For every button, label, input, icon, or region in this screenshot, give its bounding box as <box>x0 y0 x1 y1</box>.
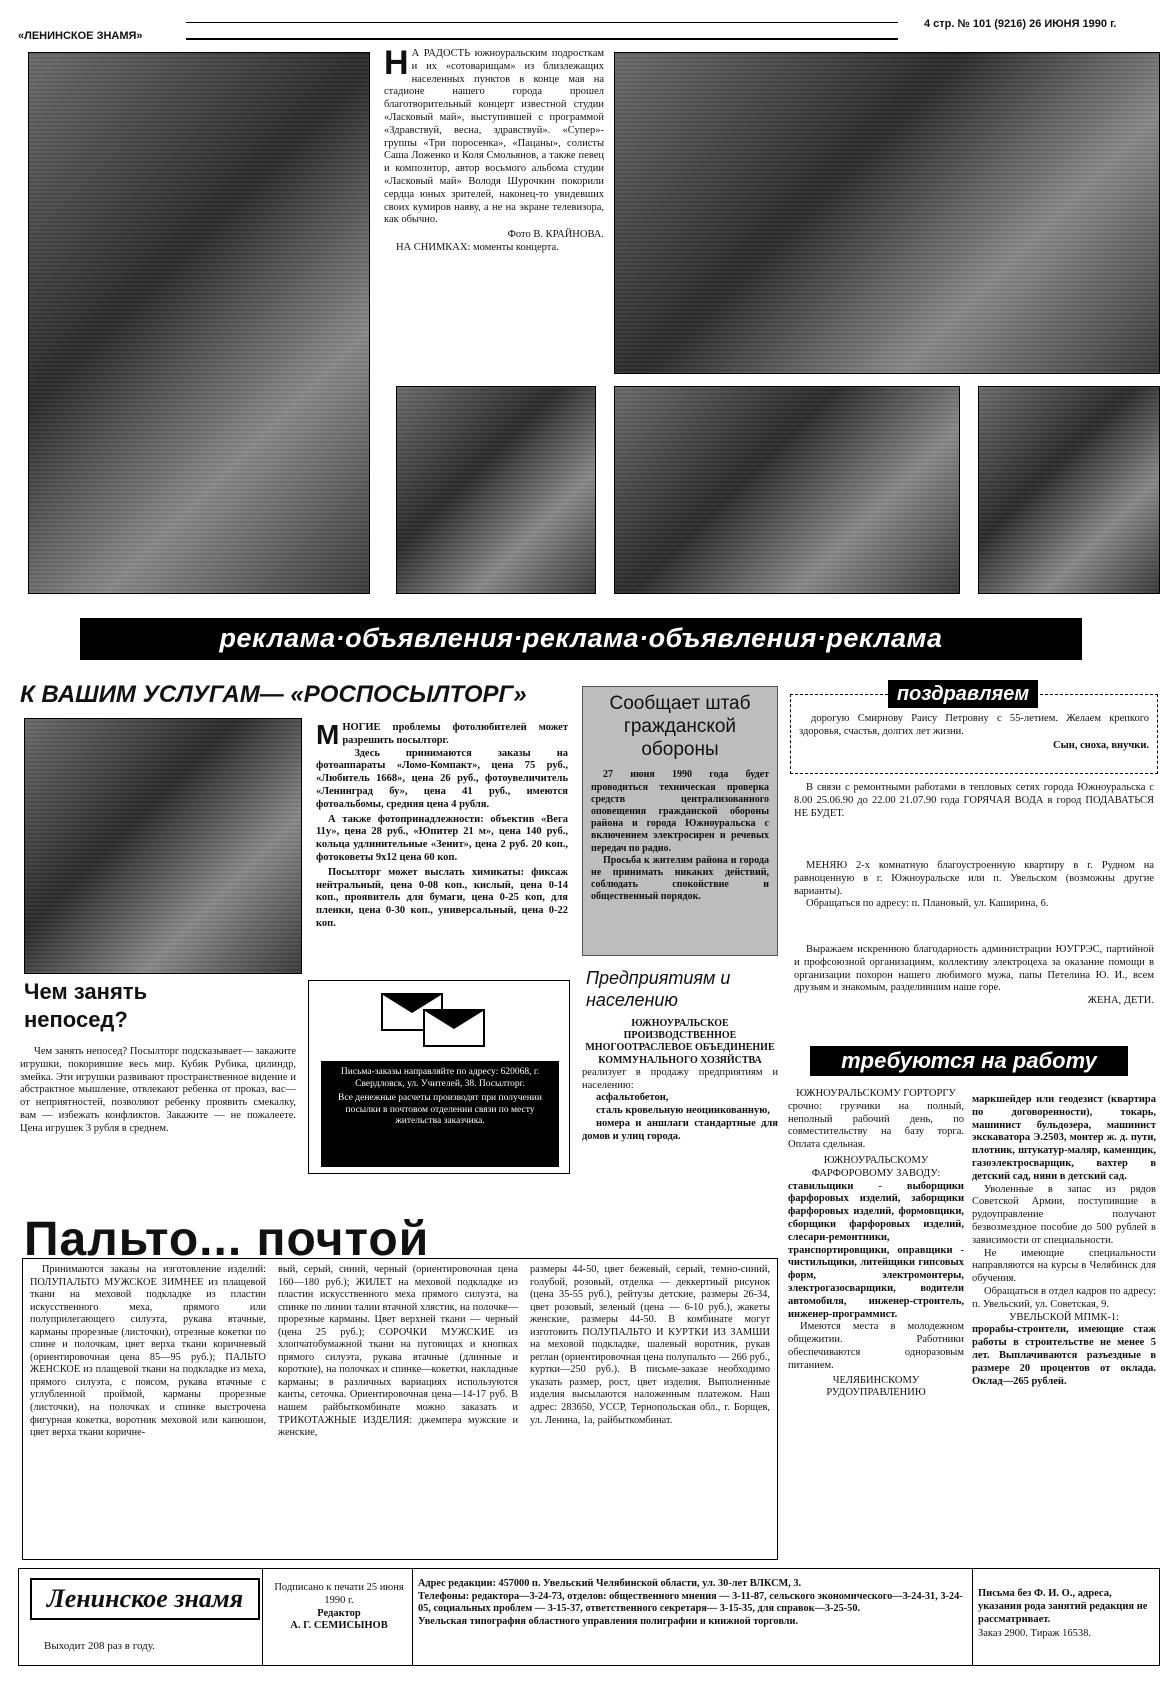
civil-defense-text-2: Просьба к жителям района и города не принимать никаких действий, соблюдать спокойствие и общественный порядок. <box>591 854 769 903</box>
thanks-notice <box>794 944 1154 1008</box>
neposed-text: Чем занять непосед? Посылторг подсказывает— закажите игрушки, покорившие весь мир. Кубик Рубика, цилиндр, змейка. Эти игрушки развивают пространственное видение и абстрактное мышление, отвлекают ребенка от проказ, вас—от неприятностей, позволяют ребенку проявить смекалку, вам — избежать конфликтов. Закажите — не пожалеете. Цена игрушек 3 рубля в среднем. <box>20 1046 296 1134</box>
footer-editor: А. Г. СЕМИСЫНОВ <box>290 1620 388 1632</box>
concert-dropcap: Н <box>384 44 409 82</box>
footer-signed: Подписано к печати 25 июня 1990 г. <box>274 1582 404 1606</box>
enterprises-body <box>582 1018 778 1144</box>
jobs-col-right <box>972 1094 1156 1388</box>
jobs-farfor-text: ставильщики - выборщики фарфоровых изделий, заборщики фарфоровых изделий, формовщики, сборщики фарфоровых изделий, слесари-ремонтники, транспортировщики, оправщики - чистильщики, литейщики гипсовых форм, электромонтеры, электрогазосварщики, водители автомобиля, инженер-строитель, инженер-программист. <box>788 1180 964 1320</box>
footer-note: Письма без Ф. И. О., адреса, указания рода занятий редакция не рассматривает. <box>978 1588 1148 1625</box>
photographer-photo <box>24 718 302 974</box>
footer-contacts <box>418 1578 966 1628</box>
footer-signed-block <box>270 1582 408 1633</box>
enterprises-item: номера и аншлаги стандартные для домов и улиц города. <box>582 1117 778 1142</box>
exchange-text: МЕНЯЮ 2-х комнатную благоустроенную квартиру в г. Рудном на равноценную в г. Южноуральске или п. Увельском (возможны другие варианты). <box>794 860 1154 897</box>
footer-address: Адрес редакции: 457000 п. Увельский Челябинской области, ул. 30-лет ВЛКСМ, 3. <box>418 1578 802 1589</box>
letters-box <box>308 980 570 1174</box>
enterprises-item: асфальтобетон, <box>596 1092 669 1104</box>
footer-divider-3 <box>972 1568 973 1666</box>
ads-banner: реклама·объявления·реклама·объявления·реклама <box>80 618 1082 660</box>
concert-text: А РАДОСТЬ южноуральским подросткам и их «сотоварищам» из близлежащих населенных пунктов в конце мая на стадионе нашего города прошел благотворительный концерт известной студии «Ласковый май», выступившей с программой «Здравствуй, весна, здравствуй». «Супер»-группы «Три поросенка», «Пацаны», солисты Саша Ложенко и Коля Смольянов, а также певец и композитор, автор восьмого альбома студии «Ласковый май» Володя Шурочкин покорили сердца юных зрителей, наконец-то увидевших своих кумиров наяву, а не на экране телевизора, как обычно. <box>384 48 604 226</box>
palto-col-3: размеры 44-50, цвет бежевый, серый, темно-синий, голубой, розовый, отделка — деккертный рисунок (цена 35-55 руб.), рейтузы детские, размеры 26-34, цвет розовый, зеленый (цена — 6-10 руб.), жакеты женские, размеры 44-50. В комбинате могут изготовить ПОЛУПАЛЬТО И КУРТКИ ИЗ ЗАМШИ на меховой подкладке, шалевый воротник, рукав реглан (ориентировочная цена полупальто — 266 руб., куртки—250 руб.). В письме-заказе необходимо указать размер, рост, цвет изделия. Выполненные изделия высылаются наложенным платежом. Наш адрес: 283650, УССР, Тернопольская обл., г. Борщев, ул. Ленина, 1а, райбыткомбинат. <box>530 1264 770 1426</box>
footer-phones: Телефоны: редактора—3-24-73, отделов: общественного мнения — 3-11-87, сельского экономического—3-24-31, 3-24-05, социальных проблем — 3-15-37, ответственного секретаря— 3-15-35, для справок—3-25-50. <box>418 1590 963 1615</box>
singer-hat-photo <box>978 386 1160 594</box>
jobs-ruda-addr: Обращаться в отдел кадров по адресу: п. Увельский, ул. Советская, 9. <box>972 1285 1156 1310</box>
jobs-farfor: ЮЖНОУРАЛЬСКОМУ ФАРФОРОВОМУ ЗАВОДУ: <box>811 1154 941 1179</box>
jobs-col-left <box>788 1088 964 1400</box>
enterprises-title: Предприятиям и населению <box>586 968 731 1010</box>
posyltorg-article <box>316 719 568 933</box>
letters-dark-box <box>321 1061 559 1167</box>
civil-defense-title: Сообщает штаб гражданской обороны <box>609 693 751 760</box>
jobs-farfor-note: Имеются места в молодежном общежитии. Работники обеспечиваются одноразовым питанием. <box>788 1321 964 1371</box>
jobs-ruda-text: маркшейдер или геодезист (квартира по договоренности), токарь, машинист бульдозера, машинист экскаватора Э.2503, монтер ж. д. пути, плотник, штукатур-маляр, каменщик, газоэлектросварщик, вахтер в детский сад, няни в детский сад. <box>972 1094 1156 1182</box>
letters-text-2: Все денежные расчеты производят при получении посылки в почтовом отделении связи по месту жительства заказчика. <box>338 1093 542 1127</box>
footer-printing: Увельская типография областного управления полиграфии и книжной торговли. <box>418 1615 799 1627</box>
posyltorg-p1: НОГИЕ проблемы фотолюбителей может разрешить посылторг. <box>342 722 568 746</box>
civil-defense-text: 27 июня 1990 года будет проводиться техническая проверка средств централизованного оповещения гражданской обороны района и города Южноуральска с включением электросирен и речевых передач по радио. <box>591 769 769 854</box>
jobs-ruda-note-2: Не имеющие специальности направляются на курсы в Челябинск для обучения. <box>972 1247 1156 1285</box>
jobs-ruda-note: Уволенные в запас из рядов Советской Армии, поступившие в рудоуправление получают безвозмездное пособие до 500 рублей в зависимости от специальности. <box>972 1183 1156 1246</box>
header-rule <box>186 38 898 40</box>
thanks-text: Выражаем искреннюю благодарность администрации ЮУГРЭС, партийной и профсоюзной организациям, коллективу электроцеха за оказание помощи в организации похорон нашего любимого мужа, папы Петелина Ю. И., всем друзьям и знакомым, разделившим наше горе. <box>794 944 1154 994</box>
concert-caption: НА СНИМКАХ: моменты концерта. <box>396 241 559 253</box>
crowd-dancing-photo <box>614 52 1160 374</box>
footer-logo: Ленинское знамя <box>30 1578 260 1620</box>
water-notice: В связи с ремонтными работами в тепловых сетях города Южноуральска с 8.00 25.06.90 до 22.00 21.07.90 года ГОРЯЧАЯ ВОДА в город ПОДАВАТЬСЯ НЕ БУДЕТ. <box>794 782 1154 819</box>
footer-note-block <box>978 1588 1154 1641</box>
enterprises-org: ЮЖНОУРАЛЬСКОЕ ПРОИЗВОДСТВЕННОЕ МНОГООТРАСЛЕВОЕ ОБЪЕДИНЕНИЕ КОММУНАЛЬНОГО ХОЗЯЙСТВА <box>585 1018 775 1066</box>
jobs-gortorg-text: срочно: грузчики на полный, неполный рабочий день, по совместительству на базу торга. Оплата сдельная. <box>788 1100 964 1151</box>
jobs-title: требуются на работу <box>810 1046 1128 1076</box>
palto-col-2: вый, серый, синий, черный (ориентировочная цена 160—180 руб.); ЖИЛЕТ на меховой подкладке из пластин искусственного меха прямого силуэта, на спинке по линии талии втачной хлястик, на полочке—прорезные карманы. Цвет верхней ткани — черный (цена 25 руб.); СОРОЧКИ МУЖСКИЕ из хлопчатобумажной ткани на пуговицах и кнопках прямого силуэта, рукава втачные (длинные и короткие), на полочках и спинке—кокетки, накладные карманы; в различных вариациях используются канты, сеточка. Ориентировочная цена—14-17 руб. В нашем райбыткомбинате можно заказать и ТРИКОТАЖНЫЕ ИЗДЕЛИЯ: джемпера мужские и женские, <box>278 1264 518 1439</box>
posyltorg-dropcap: М <box>316 719 340 750</box>
congrats-sign: Сын, сноха, внучки. <box>1052 739 1149 751</box>
band-stage-photo <box>396 386 596 594</box>
jobs-mpmk: УВЕЛЬСКОЙ МПМК-1: <box>1008 1311 1120 1323</box>
jobs-mpmk-text: прорабы-строители, имеющие стаж работы в строительстве не менее 5 лет. Выплачиваются разъездные в размере 20 процентов от оклада. Оклад—265 рублей. <box>972 1324 1156 1387</box>
jobs-gortorg: ЮЖНОУРАЛЬСКОМУ ГОРТОРГУ <box>796 1088 956 1099</box>
envelope-icon-2 <box>423 1009 485 1047</box>
letters-text: Письма-заказы направляйте по адресу: 620068, г. Свердловск, ул. Учителей, 38. Посылторг. <box>340 1067 540 1089</box>
footer-freq: Выходит 208 раз в году. <box>44 1640 155 1652</box>
posyltorg-p3: А также фотопринадлежности: объектив «Вега 11у», цена 28 руб., «Юпитер 21 м», цена 140 руб., кольца удлинительные «Зенит», цена 2 руб. 20 коп., фотоковеты 9х12 цена 60 коп. <box>316 813 568 863</box>
header-rule-top <box>186 22 898 23</box>
exchange-addr: Обращаться по адресу: п. Плановый, ул. Каширина, 6. <box>806 898 1049 910</box>
stadium-performer-photo <box>614 386 960 594</box>
neposed-title: Чем занять непосед? <box>24 979 148 1032</box>
civil-defense-box <box>582 686 778 956</box>
issue-line: 4 стр. № 101 (9216) 26 ИЮНЯ 1990 г. <box>924 18 1117 30</box>
thanks-sign: ЖЕНА, ДЕТИ. <box>1087 995 1154 1007</box>
exchange-notice <box>794 860 1154 911</box>
concert-article <box>384 44 604 255</box>
congrats-title: поздравляем <box>888 680 1038 708</box>
posyltorg-title: К ВАШИМ УСЛУГАМ— «РОСПОСЫЛТОРГ» <box>20 681 527 708</box>
masthead: «ЛЕНИНСКОЕ ЗНАМЯ» <box>18 30 143 42</box>
singer-photo <box>28 52 370 594</box>
footer-order: Заказ 2900. Тираж 16538. <box>978 1628 1091 1640</box>
congrats-text: дорогую Смирнову Раису Петровну с 55-летием. Желаем крепкого здоровья, счастья, долгих лет жизни. <box>799 713 1149 737</box>
footer-divider-2 <box>412 1568 413 1666</box>
posyltorg-p2: Здесь принимаются заказы на фотоаппараты «Ломо-Компакт», цена 75 руб., «Любитель 1668», цена 26 руб., фотоувеличитель «Ленинград бу», цена 41 руб., имеются фотоальбомы, средняя цена 4 рубля. <box>316 747 568 810</box>
enterprises-intro: реализует в продажу предприятиям и населению: <box>582 1066 778 1091</box>
footer-editor-label: Редактор <box>317 1607 361 1619</box>
footer-divider-1 <box>262 1568 263 1666</box>
posyltorg-p4: Посылторг может выслать химикаты: фиксаж нейтральный, цена 0-08 коп., кислый, цена 0-14 коп., проявитель для бумаги, цена 0-25 коп, для пленки, цена 0-30 коп., универсальный, цена 0-22 коп. <box>316 866 568 929</box>
jobs-ruda: ЧЕЛЯБИНСКОМУ РУДОУПРАВЛЕНИЮ <box>826 1374 926 1399</box>
palto-title: Пальто... почтой <box>24 1213 430 1266</box>
palto-col-1: Принимаются заказы на изготовление изделий: ПОЛУПАЛЬТО МУЖСКОЕ ЗИМНЕЕ из плащевой ткани на меховой подкладке из пластин искусственного меха, прямого или полуприлегающего силуэта, рукава втачные, карманы прорезные (листочки), отрезные кокетки по спине и полочкам, цвет верха ткани коричневый (ориентировочная цена 85—95 руб.); ПАЛЬТО ЖЕНСКОЕ из плащевой ткани на подкладке из меха, прямого силуэта, с поясом, рукава втачные с углубленной проймой, карманы прорезные (листочки), на полочках и спинке выстрочена фигурная кокетка, воротник меховой или капюшон, цвет верха ткани коричне- <box>30 1264 266 1439</box>
enterprises-item: сталь кровельную неоцинкованную, <box>596 1105 770 1117</box>
concert-photo-credit: Фото В. КРАЙНОВА. <box>507 229 604 241</box>
